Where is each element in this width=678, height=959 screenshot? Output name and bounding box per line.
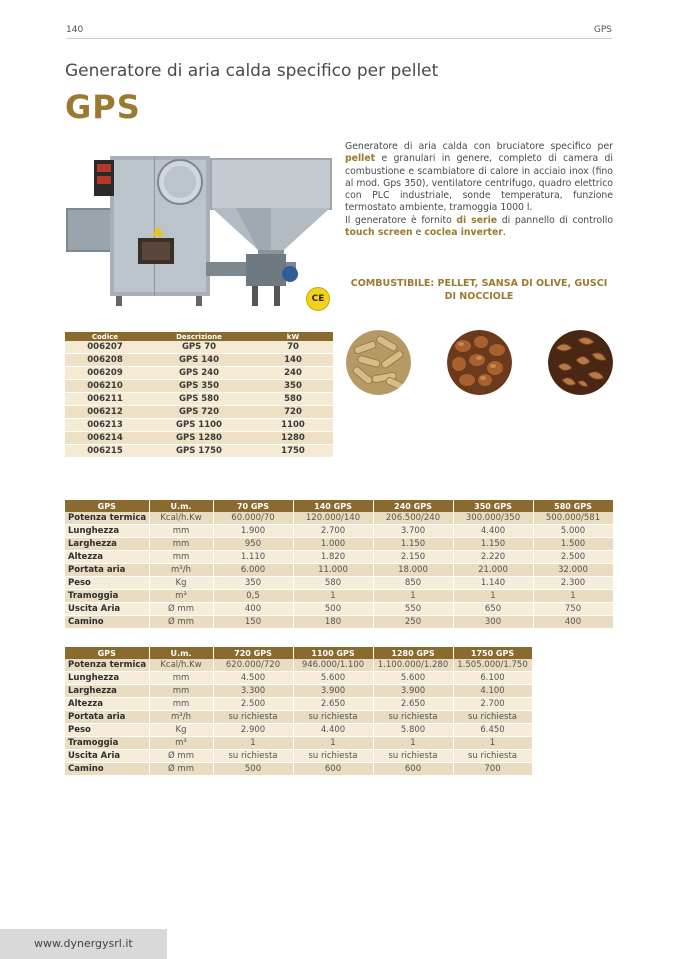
table-row <box>65 590 613 603</box>
row-label: Camino <box>65 616 149 629</box>
table-row <box>65 577 613 590</box>
table-cell: mm <box>149 685 213 698</box>
table-cell: GPS 140 <box>145 354 253 367</box>
table-cell: 2.650 <box>293 698 373 711</box>
table-cell: 2.700 <box>293 525 373 538</box>
table-cell: 006211 <box>65 393 145 406</box>
spec-table-small-models <box>65 500 614 629</box>
desc-text: e granulari in genere, completo di camera di combustione e scambiatore di calore in acciaio inox (fino al mod. Gps 350), ventilatore centrifugo, quadro elettrico con PLC industriale, sonde temperatura, funzione termostato ambiente, tramoggia 1000 l. <box>345 153 613 214</box>
table-cell: 2.650 <box>373 698 453 711</box>
table-cell: 006214 <box>65 432 145 445</box>
column-header: kW <box>253 332 333 341</box>
table-cell: 300.000/350 <box>453 512 533 525</box>
table-cell: 950 <box>213 538 293 551</box>
table-cell: 620.000/720 <box>213 659 293 672</box>
table-cell: 5.600 <box>293 672 373 685</box>
table-cell: 5.600 <box>373 672 453 685</box>
page-number: 140 <box>66 25 84 35</box>
fuel-types: COMBUSTIBILE: PELLET, SANSA DI OLIVE, GUSCI DI NOCCIOLE <box>350 278 608 302</box>
table-row <box>65 445 333 458</box>
table-row <box>65 603 613 616</box>
table-header-row <box>65 500 613 512</box>
table-cell: 350 <box>253 380 333 393</box>
pellet-image <box>346 330 411 395</box>
column-header: 1100 GPS <box>293 647 373 659</box>
table-row <box>65 672 532 685</box>
table-cell: 580 <box>253 393 333 406</box>
table-cell: Kg <box>149 724 213 737</box>
table-cell: mm <box>149 672 213 685</box>
row-label: Camino <box>65 763 149 776</box>
column-header: 240 GPS <box>373 500 453 512</box>
table-cell: Kcal/h.Kw <box>149 659 213 672</box>
table-cell: 006210 <box>65 380 145 393</box>
table-cell: m³/h <box>149 711 213 724</box>
desc-text: e <box>412 227 425 239</box>
column-header: GPS <box>65 647 149 659</box>
table-cell: 4.400 <box>453 525 533 538</box>
desc-highlight: touch screen <box>345 227 413 239</box>
table-cell: 500.000/581 <box>533 512 613 525</box>
table-cell: 1.820 <box>293 551 373 564</box>
row-label: Altezza <box>65 698 149 711</box>
table-cell: 1 <box>373 590 453 603</box>
hopper <box>210 158 332 264</box>
ce-mark-icon: CE <box>306 287 330 311</box>
table-cell: 1 <box>453 737 532 750</box>
table-cell: mm <box>149 551 213 564</box>
table-header-row <box>65 647 532 659</box>
table-cell: GPS 70 <box>145 341 253 354</box>
table-cell: 600 <box>293 763 373 776</box>
table-cell: su richiesta <box>213 711 293 724</box>
table-cell: 1.110 <box>213 551 293 564</box>
hazelnut-shells-image <box>548 330 613 395</box>
table-cell: 1.100.000/1.280 <box>373 659 453 672</box>
table-cell: 250 <box>373 616 453 629</box>
column-header: Descrizione <box>145 332 253 341</box>
table-cell: Ø mm <box>149 763 213 776</box>
table-cell: 206.500/240 <box>373 512 453 525</box>
code-table <box>65 332 333 458</box>
table-row <box>65 538 613 551</box>
table-cell: GPS 1750 <box>145 445 253 458</box>
desc-text: . <box>502 227 506 239</box>
table-cell: Ø mm <box>149 603 213 616</box>
column-header: U.m. <box>149 647 213 659</box>
table-cell: 750 <box>533 603 613 616</box>
table-cell: 18.000 <box>373 564 453 577</box>
table-cell: 2.700 <box>453 698 532 711</box>
table-cell: 2.300 <box>533 577 613 590</box>
table-cell: 550 <box>373 603 453 616</box>
table-cell: 006215 <box>65 445 145 458</box>
row-label: Larghezza <box>65 685 149 698</box>
table-row <box>65 564 613 577</box>
table-row <box>65 685 532 698</box>
table-cell: m³ <box>149 590 213 603</box>
table-cell: 1750 <box>253 445 333 458</box>
table-cell: mm <box>149 698 213 711</box>
table-cell: su richiesta <box>373 750 453 763</box>
table-cell: 350 <box>213 577 293 590</box>
table-cell: 1.900 <box>213 525 293 538</box>
table-cell: GPS 1280 <box>145 432 253 445</box>
table-cell: 4.500 <box>213 672 293 685</box>
table-cell: 1 <box>453 590 533 603</box>
table-cell: 500 <box>213 763 293 776</box>
table-header-row <box>65 332 333 341</box>
table-cell: 650 <box>453 603 533 616</box>
table-cell: 720 <box>253 406 333 419</box>
table-cell: 2.220 <box>453 551 533 564</box>
row-label: Peso <box>65 577 149 590</box>
table-cell: 400 <box>213 603 293 616</box>
table-cell: 1280 <box>253 432 333 445</box>
table-cell: 5.000 <box>533 525 613 538</box>
table-cell: 400 <box>533 616 613 629</box>
table-row <box>65 724 532 737</box>
section-label: GPS <box>593 25 612 35</box>
desc-highlight: coclea inverter <box>424 227 503 239</box>
table-cell: GPS 350 <box>145 380 253 393</box>
table-cell: Kcal/h.Kw <box>149 512 213 525</box>
row-label: Tramoggia <box>65 737 149 750</box>
table-cell: 21.000 <box>453 564 533 577</box>
row-label: Portata aria <box>65 564 149 577</box>
table-cell: 1 <box>373 737 453 750</box>
table-row <box>65 432 333 445</box>
table-cell: 1 <box>293 737 373 750</box>
table-cell: 006207 <box>65 341 145 354</box>
table-cell: 1 <box>533 590 613 603</box>
table-row <box>65 406 333 419</box>
table-cell: 150 <box>213 616 293 629</box>
table-cell: Ø mm <box>149 750 213 763</box>
table-cell: 2.150 <box>373 551 453 564</box>
column-header: 1750 GPS <box>453 647 532 659</box>
table-row <box>65 393 333 406</box>
row-label: Peso <box>65 724 149 737</box>
table-cell: 2.500 <box>533 551 613 564</box>
row-label: Tramoggia <box>65 590 149 603</box>
table-row <box>65 737 532 750</box>
table-cell: Ø mm <box>149 616 213 629</box>
row-label: Portata aria <box>65 711 149 724</box>
desc-highlight: pellet <box>345 153 376 165</box>
row-label: Potenza termica <box>65 512 149 525</box>
table-cell: 60.000/70 <box>213 512 293 525</box>
table-cell: 32.000 <box>533 564 613 577</box>
table-cell: mm <box>149 538 213 551</box>
auger <box>206 254 298 306</box>
table-cell: 2.900 <box>213 724 293 737</box>
table-cell: 1.150 <box>453 538 533 551</box>
column-header: 580 GPS <box>533 500 613 512</box>
table-cell: 6.450 <box>453 724 532 737</box>
table-cell: mm <box>149 525 213 538</box>
row-label: Altezza <box>65 551 149 564</box>
table-cell: 0,5 <box>213 590 293 603</box>
column-header: GPS <box>65 500 149 512</box>
table-cell: 140 <box>253 354 333 367</box>
desc-highlight: di serie <box>456 214 498 226</box>
table-cell: 3.700 <box>373 525 453 538</box>
page-subtitle: Generatore di aria calda specifico per pellet <box>65 61 439 81</box>
table-row <box>65 354 333 367</box>
table-cell: 4.400 <box>293 724 373 737</box>
table-cell: 600 <box>373 763 453 776</box>
table-cell: su richiesta <box>373 711 453 724</box>
table-cell: 3.900 <box>373 685 453 698</box>
product-description <box>345 141 613 239</box>
table-row <box>65 698 532 711</box>
table-cell: m³/h <box>149 564 213 577</box>
table-cell: su richiesta <box>293 711 373 724</box>
olive-pomace-image <box>447 330 512 395</box>
table-cell: 11.000 <box>293 564 373 577</box>
table-row <box>65 551 613 564</box>
row-label: Uscita Aria <box>65 603 149 616</box>
table-row <box>65 750 532 763</box>
table-cell: GPS 580 <box>145 393 253 406</box>
row-label: Potenza termica <box>65 659 149 672</box>
table-cell: 006208 <box>65 354 145 367</box>
table-cell: 6.100 <box>453 672 532 685</box>
column-header: U.m. <box>149 500 213 512</box>
table-cell: 006212 <box>65 406 145 419</box>
table-cell: su richiesta <box>453 711 532 724</box>
table-cell: 850 <box>373 577 453 590</box>
table-row <box>65 525 613 538</box>
table-cell: 1.140 <box>453 577 533 590</box>
website-link[interactable]: www.dynergysrl.it <box>34 937 133 950</box>
table-cell: 3.300 <box>213 685 293 698</box>
table-cell: 2.500 <box>213 698 293 711</box>
table-cell: 240 <box>253 367 333 380</box>
column-header: 140 GPS <box>293 500 373 512</box>
desc-text: di pannello di controllo <box>497 214 614 226</box>
table-cell: GPS 240 <box>145 367 253 380</box>
column-header: 350 GPS <box>453 500 533 512</box>
table-cell: su richiesta <box>453 750 532 763</box>
page-title: GPS <box>65 88 141 126</box>
table-row <box>65 367 333 380</box>
table-cell: 5.800 <box>373 724 453 737</box>
table-cell: 580 <box>293 577 373 590</box>
table-cell: m³ <box>149 737 213 750</box>
table-row <box>65 341 333 354</box>
desc-text: Generatore di aria calda con bruciatore specifico per <box>345 141 613 152</box>
table-cell: su richiesta <box>293 750 373 763</box>
table-row <box>65 419 333 432</box>
table-cell: 1.500 <box>533 538 613 551</box>
table-row <box>65 380 333 393</box>
row-label: Lunghezza <box>65 525 149 538</box>
table-cell: 4.100 <box>453 685 532 698</box>
column-header: 70 GPS <box>213 500 293 512</box>
table-cell: 70 <box>253 341 333 354</box>
table-row <box>65 512 613 525</box>
generator-unit <box>66 156 210 306</box>
table-cell: 1 <box>213 737 293 750</box>
table-cell: 006213 <box>65 419 145 432</box>
table-row <box>65 659 532 672</box>
header-divider <box>66 38 612 39</box>
spec-table-large-models <box>65 647 533 776</box>
row-label: Larghezza <box>65 538 149 551</box>
table-cell: 120.000/140 <box>293 512 373 525</box>
table-cell: Kg <box>149 577 213 590</box>
table-cell: 700 <box>453 763 532 776</box>
product-image <box>66 150 338 310</box>
table-cell: 180 <box>293 616 373 629</box>
row-label: Uscita Aria <box>65 750 149 763</box>
column-header: 1280 GPS <box>373 647 453 659</box>
table-cell: GPS 1100 <box>145 419 253 432</box>
table-cell: 3.900 <box>293 685 373 698</box>
table-row <box>65 711 532 724</box>
table-cell: 300 <box>453 616 533 629</box>
table-cell: 1.000 <box>293 538 373 551</box>
table-row <box>65 616 613 629</box>
column-header: 720 GPS <box>213 647 293 659</box>
table-cell: 1100 <box>253 419 333 432</box>
table-row <box>65 763 532 776</box>
table-cell: 1 <box>293 590 373 603</box>
table-cell: 6.000 <box>213 564 293 577</box>
table-cell: 500 <box>293 603 373 616</box>
table-cell: 1.150 <box>373 538 453 551</box>
table-cell: su richiesta <box>213 750 293 763</box>
table-cell: 1.505.000/1.750 <box>453 659 532 672</box>
row-label: Lunghezza <box>65 672 149 685</box>
column-header: Codice <box>65 332 145 341</box>
table-cell: 006209 <box>65 367 145 380</box>
desc-text: Il generatore è fornito <box>345 214 457 226</box>
table-cell: GPS 720 <box>145 406 253 419</box>
table-cell: 946.000/1.100 <box>293 659 373 672</box>
